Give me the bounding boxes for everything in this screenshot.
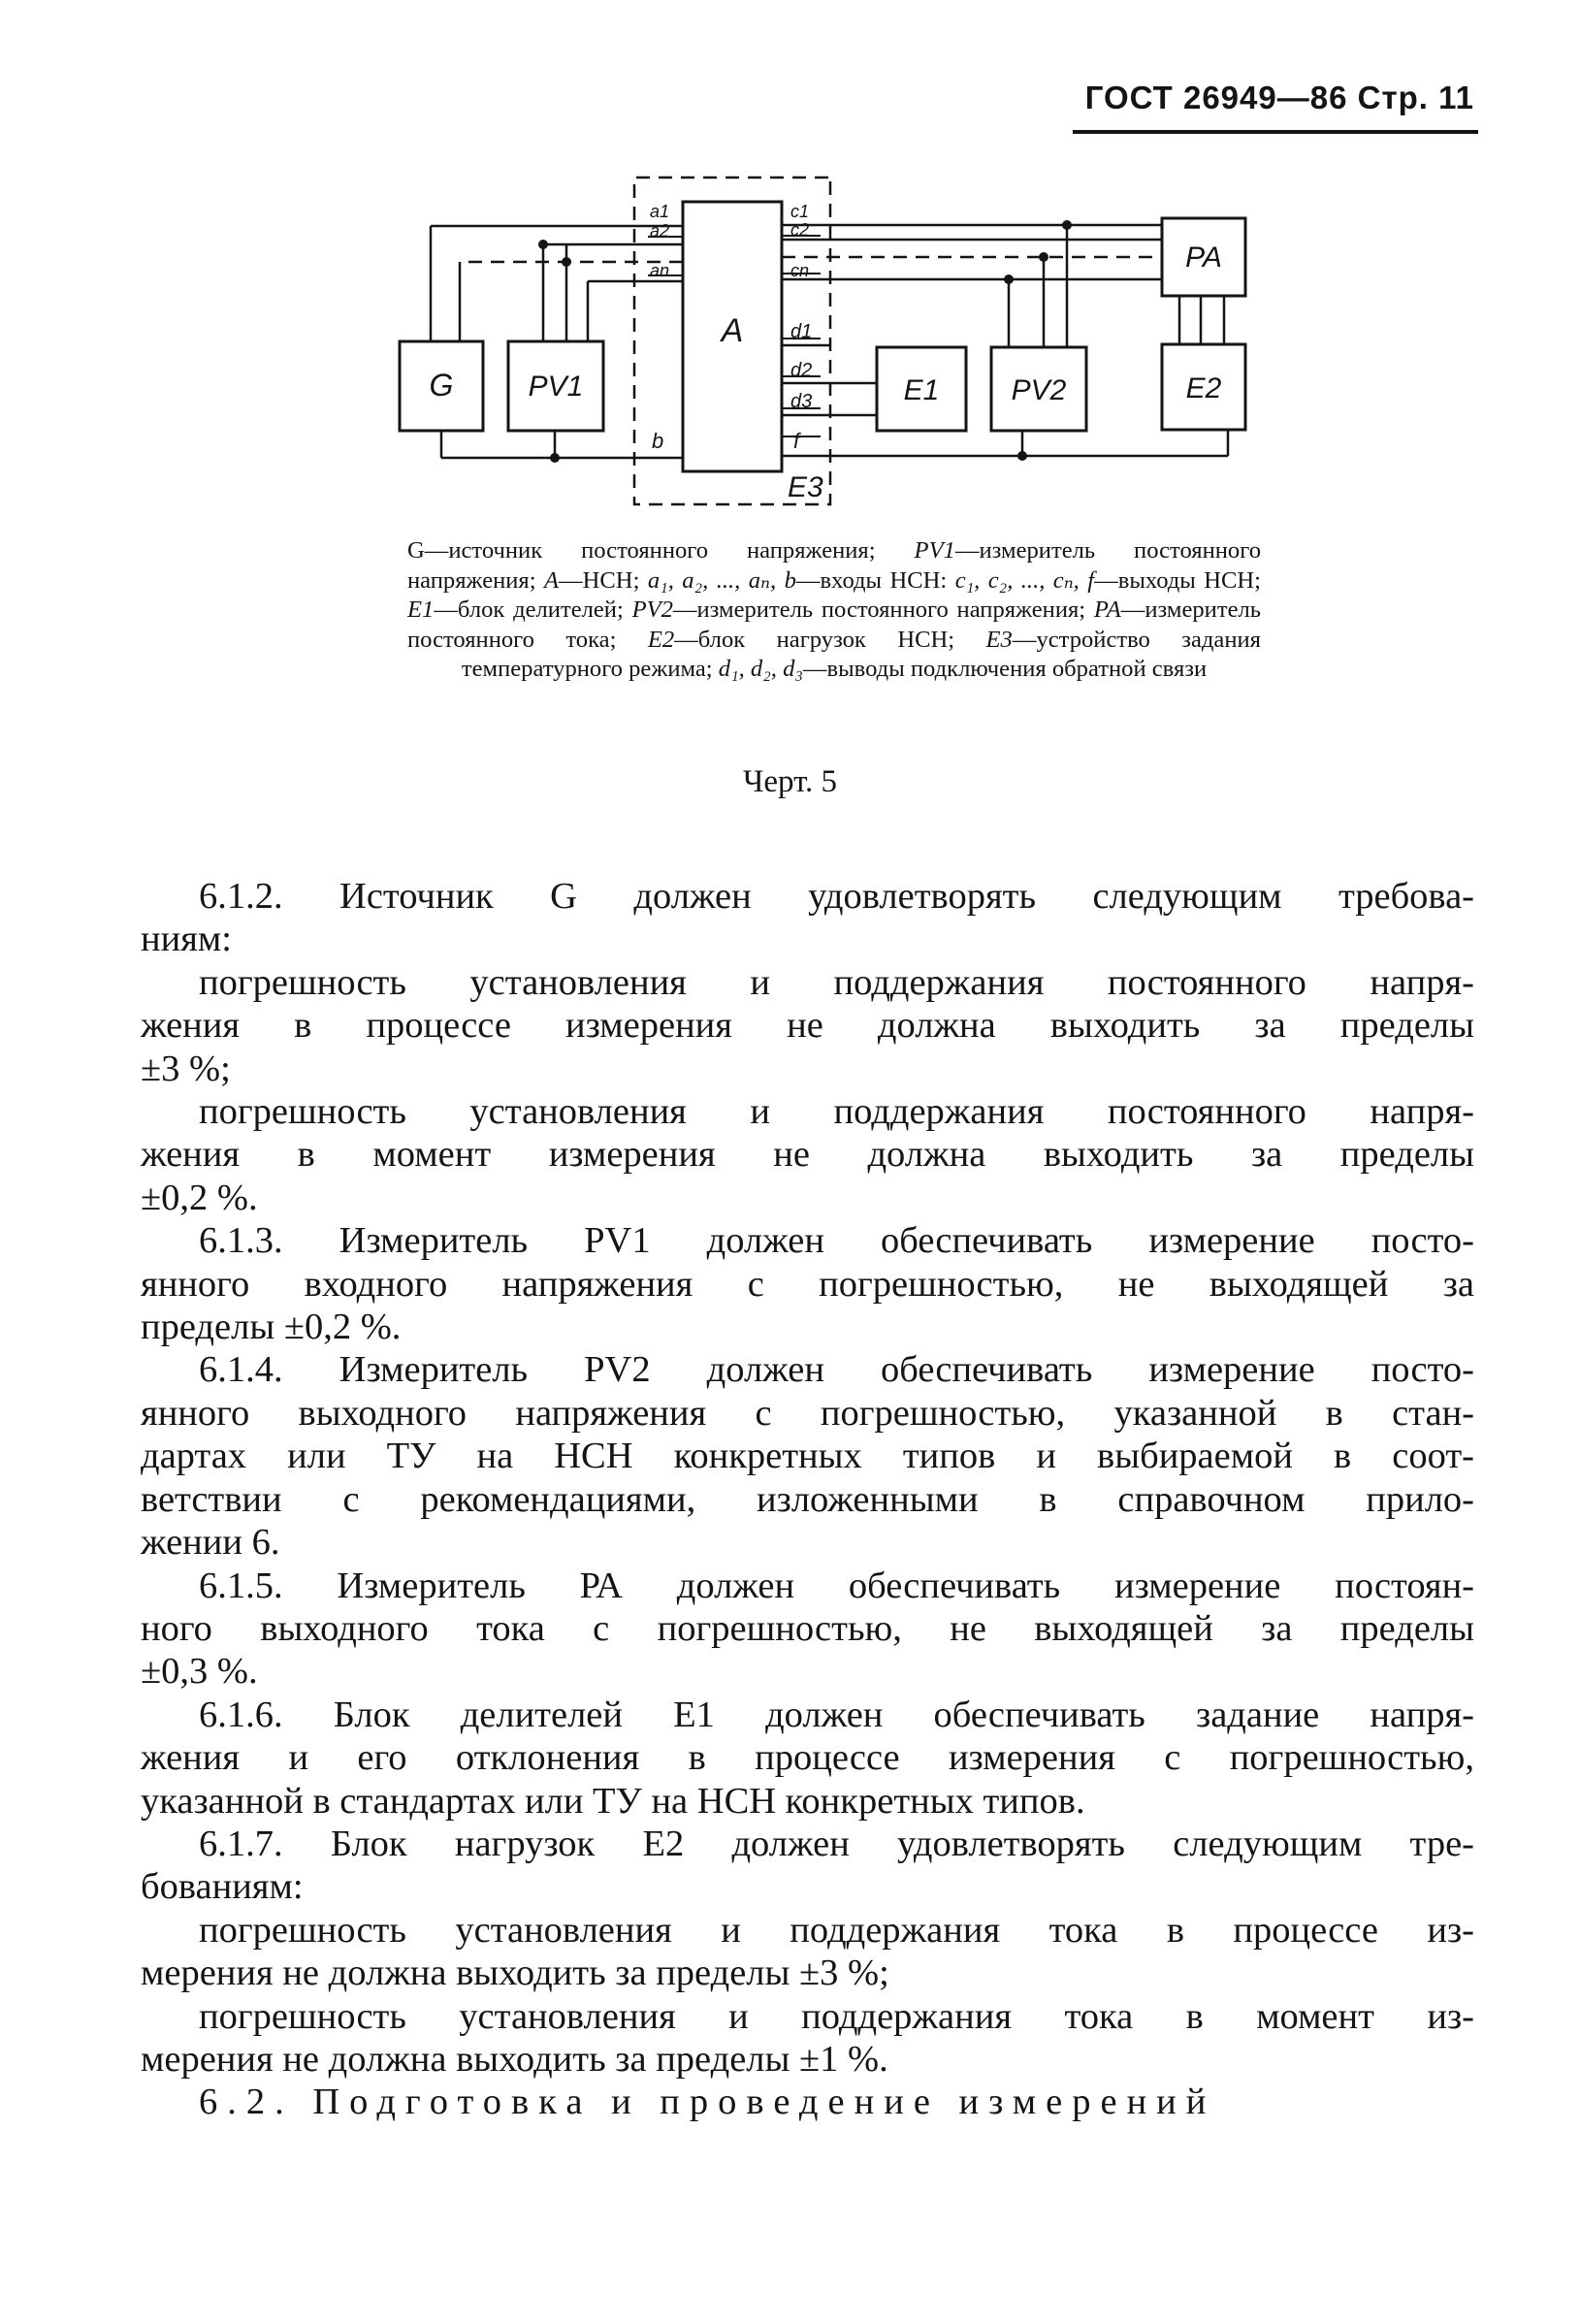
caption-part: G—источник постоянного напряжения; [407,537,915,564]
body-line: 6.1.3. Измеритель PV1 должен обеспечивать измерение посто- [199,1220,1474,1262]
caption-part: Е3 [985,626,1013,653]
label-g: G [429,368,454,403]
pin-c1: c1 [790,202,810,221]
label-e2: E2 [1185,372,1222,404]
pin-f: f [793,429,800,453]
body-line: мерения не должна выходить за пределы ±1 %. [141,2038,888,2080]
block-pa [1162,218,1245,296]
body-line: жения в момент измерения не должна выходить за пределы [141,1134,1474,1176]
caption-part: Е2 [647,626,675,653]
caption-part: —измеритель постоянного тока; [407,597,1261,653]
body-line: 6.1.2. Источник G должен удовлетворять следующим требова- [199,876,1474,917]
body-line: погрешность установления и поддержания тока в момент из- [199,1995,1474,2037]
body-line: ветствии с рекомендациями, изложенными в справочном прило- [141,1478,1474,1520]
output-wires [782,225,1228,456]
label-a: A [721,312,744,349]
junction-dots [538,220,1072,463]
body-line: мерения не должна выходить за пределы ±3 %; [141,1953,889,1994]
pin-d3: d3 [790,391,813,412]
caption-part: —блок нагрузок НСН; [674,626,986,653]
body-line: янного входного напряжения с погрешностью, не выходящей за [141,1263,1474,1305]
body-line: 6.1.6. Блок делителей Е1 должен обеспечивать задание напря- [199,1694,1474,1735]
caption-part: PV1 [914,537,955,564]
body-line: ниям: [141,919,232,960]
pin-ticks [648,236,821,436]
pin-an: an [650,261,670,280]
body-line: 6.1.4. Измеритель PV2 должен обеспечивать измерение посто- [199,1349,1474,1391]
input-wires [431,226,683,458]
body-line: жения и его отклонения в процессе измерения с погрешностью, [141,1737,1474,1779]
label-pv2: PV2 [1011,374,1067,406]
body-line: 6.1.5. Измеритель РА должен обеспечивать измерение постоян- [199,1565,1474,1606]
figure-label: Черт. 5 [742,764,838,799]
caption-part: d₁, d₂, d₃ [718,656,803,682]
caption-part: —выходы НСН; [1094,566,1262,594]
caption-part: Е1 [407,597,435,623]
pin-a2: a2 [650,221,670,241]
body-line: пределы ±0,2 %. [141,1307,402,1348]
body-line: дартах или ТУ на НСН конкретных типов и выбираемой в соот- [141,1436,1474,1477]
body-line: ного выходного тока с погрешностью, не выходящей за пределы [141,1607,1474,1649]
label-e3: E3 [788,471,823,503]
block-e1 [877,347,966,431]
header-title: ГОСТ 26949—86 Стр. 11 [1084,80,1474,115]
pin-cn: cn [790,261,810,280]
pin-d1: d1 [790,321,813,342]
block-g [400,341,483,431]
body-line: ±0,2 %. [141,1177,258,1218]
pin-c2: c2 [790,220,810,240]
body-line: погрешность установления и поддержания тока в процессе из- [199,1909,1474,1951]
caption-part: c₁, c₂, ..., cₙ, f [954,566,1095,594]
caption-part: —выводы подключения обратной связи [802,656,1208,682]
body-line: ±0,3 %. [141,1651,258,1693]
pin-d2: d2 [790,360,813,381]
caption-part: —измеритель постоянного напряжения; [407,537,1261,594]
pin-b: b [652,429,664,453]
page-header [1048,76,1478,140]
label-pv1: PV1 [528,371,584,403]
caption-part: —измеритель постоянного напряжения; [672,597,1094,623]
body-line: погрешность установления и поддержания постоянного напря- [199,961,1474,1003]
header-rule [1073,130,1478,134]
block-e2 [1162,344,1245,430]
e3-dashed-boundary [634,178,836,504]
pin-a1: a1 [650,202,670,221]
caption-part: РА [1093,597,1121,623]
body-line: жении 6. [141,1522,280,1564]
block-pv2 [991,347,1086,431]
caption-part: PV2 [631,597,673,623]
label-pa: PA [1185,242,1222,274]
body-line: ±3 %; [141,1048,231,1089]
caption-part: —НСН; [559,566,648,594]
caption-part: —устройство задания температурного режима; [461,626,1261,682]
body-line: указанной в стандартах или ТУ на НСН конкретных типов. [141,1780,1085,1822]
body-line: янного выходного напряжения с погрешностью, указанной в стан- [141,1392,1474,1434]
caption-part: —входы НСН: [795,566,955,594]
body-line: погрешность установления и поддержания постоянного напря- [199,1091,1474,1133]
caption-part: А [544,566,560,594]
caption-part: a₁, a₂, ..., aₙ, b [647,566,796,594]
block-a [683,202,782,471]
body-line: 6.1.7. Блок нагрузок Е2 должен удовлетворять следующим тре- [199,1823,1474,1864]
body-text [141,875,1474,2124]
caption-part: —блок делителей; [434,597,632,623]
label-e1: E1 [903,374,940,406]
section-heading: 6.2. Подготовка и проведение измерений [199,2082,1216,2123]
figure-caption [407,536,1261,685]
body-line: бованиям: [141,1866,304,1908]
body-line: жения в процессе измерения не должна выходить за пределы [141,1005,1474,1047]
block-pv1 [508,341,603,431]
